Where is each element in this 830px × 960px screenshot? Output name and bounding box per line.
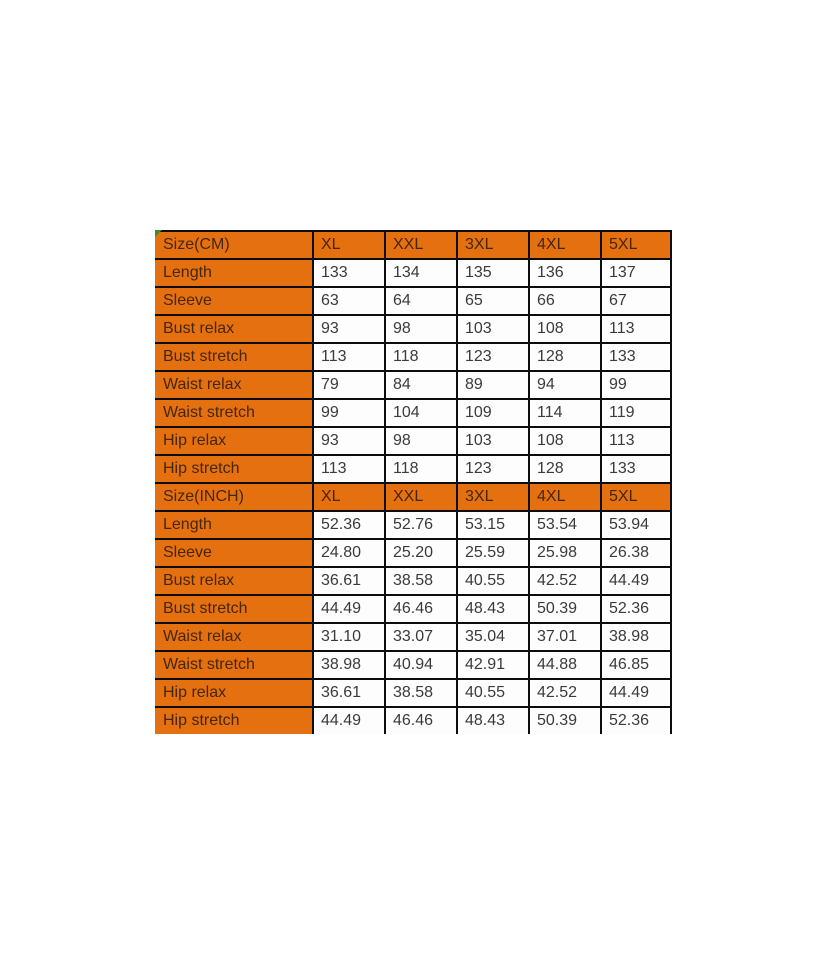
measurement-value-cell: 133 (600, 342, 672, 370)
measurement-value-cell: 66 (528, 286, 600, 314)
unit-header-cell: Size(CM) (155, 230, 312, 258)
measurement-value-cell: 38.98 (600, 622, 672, 650)
measurement-value-cell: 79 (312, 370, 384, 398)
measurement-value-cell: 52.36 (600, 706, 672, 734)
measurement-value-cell: 119 (600, 398, 672, 426)
measurement-label-cell: Bust relax (155, 566, 312, 594)
measurement-value-cell: 98 (384, 426, 456, 454)
measurement-value-cell: 44.49 (312, 594, 384, 622)
measurement-value-cell: 135 (456, 258, 528, 286)
measurement-value-cell: 94 (528, 370, 600, 398)
measurement-label-cell: Length (155, 510, 312, 538)
measurement-value-cell: 133 (312, 258, 384, 286)
measurement-label-cell: Waist stretch (155, 398, 312, 426)
measurement-value-cell: 38.98 (312, 650, 384, 678)
measurement-value-cell: 40.55 (456, 678, 528, 706)
measurement-value-cell: 25.98 (528, 538, 600, 566)
measurement-value-cell: 50.39 (528, 706, 600, 734)
measurement-label-cell: Bust stretch (155, 594, 312, 622)
measurement-value-cell: 31.10 (312, 622, 384, 650)
measurement-value-cell: 93 (312, 314, 384, 342)
measurement-value-cell: 52.76 (384, 510, 456, 538)
measurement-label-cell: Bust relax (155, 314, 312, 342)
measurement-value-cell: 53.15 (456, 510, 528, 538)
measurement-value-cell: 26.38 (600, 538, 672, 566)
measurement-value-cell: 134 (384, 258, 456, 286)
measurement-value-cell: 53.54 (528, 510, 600, 538)
measurement-value-cell: 113 (600, 314, 672, 342)
measurement-value-cell: 24.80 (312, 538, 384, 566)
size-header-cell: 4XL (528, 482, 600, 510)
unit-header-cell: Size(INCH) (155, 482, 312, 510)
measurement-label-cell: Hip stretch (155, 454, 312, 482)
measurement-label-cell: Sleeve (155, 286, 312, 314)
measurement-value-cell: 38.58 (384, 678, 456, 706)
measurement-value-cell: 118 (384, 342, 456, 370)
measurement-value-cell: 133 (600, 454, 672, 482)
measurement-value-cell: 128 (528, 342, 600, 370)
size-header-cell: 4XL (528, 230, 600, 258)
measurement-value-cell: 108 (528, 314, 600, 342)
measurement-value-cell: 25.20 (384, 538, 456, 566)
measurement-value-cell: 38.58 (384, 566, 456, 594)
measurement-value-cell: 109 (456, 398, 528, 426)
measurement-value-cell: 99 (312, 398, 384, 426)
measurement-value-cell: 64 (384, 286, 456, 314)
measurement-value-cell: 36.61 (312, 678, 384, 706)
green-corner-flag-icon (155, 230, 162, 237)
measurement-value-cell: 65 (456, 286, 528, 314)
measurement-value-cell: 114 (528, 398, 600, 426)
measurement-value-cell: 113 (312, 342, 384, 370)
measurement-value-cell: 136 (528, 258, 600, 286)
measurement-value-cell: 42.52 (528, 678, 600, 706)
size-chart-table (155, 230, 672, 734)
measurement-value-cell: 40.55 (456, 566, 528, 594)
measurement-value-cell: 103 (456, 426, 528, 454)
measurement-label-cell: Length (155, 258, 312, 286)
size-header-cell: 3XL (456, 482, 528, 510)
measurement-value-cell: 52.36 (600, 594, 672, 622)
measurement-value-cell: 36.61 (312, 566, 384, 594)
measurement-value-cell: 37.01 (528, 622, 600, 650)
measurement-value-cell: 128 (528, 454, 600, 482)
measurement-label-cell: Waist relax (155, 370, 312, 398)
measurement-value-cell: 46.85 (600, 650, 672, 678)
measurement-value-cell: 89 (456, 370, 528, 398)
size-header-cell: XXL (384, 230, 456, 258)
measurement-value-cell: 25.59 (456, 538, 528, 566)
measurement-value-cell: 108 (528, 426, 600, 454)
measurement-value-cell: 67 (600, 286, 672, 314)
measurement-value-cell: 35.04 (456, 622, 528, 650)
measurement-value-cell: 44.49 (600, 566, 672, 594)
size-header-cell: 5XL (600, 230, 672, 258)
size-header-cell: 3XL (456, 230, 528, 258)
measurement-value-cell: 48.43 (456, 706, 528, 734)
measurement-label-cell: Hip relax (155, 426, 312, 454)
measurement-value-cell: 63 (312, 286, 384, 314)
measurement-value-cell: 50.39 (528, 594, 600, 622)
size-header-cell: XL (312, 482, 384, 510)
size-header-cell: 5XL (600, 482, 672, 510)
measurement-value-cell: 137 (600, 258, 672, 286)
measurement-value-cell: 42.91 (456, 650, 528, 678)
measurement-value-cell: 44.49 (600, 678, 672, 706)
measurement-label-cell: Waist relax (155, 622, 312, 650)
measurement-value-cell: 44.49 (312, 706, 384, 734)
measurement-value-cell: 113 (600, 426, 672, 454)
measurement-value-cell: 103 (456, 314, 528, 342)
measurement-label-cell: Bust stretch (155, 342, 312, 370)
measurement-value-cell: 48.43 (456, 594, 528, 622)
measurement-value-cell: 84 (384, 370, 456, 398)
measurement-value-cell: 113 (312, 454, 384, 482)
measurement-value-cell: 123 (456, 454, 528, 482)
measurement-label-cell: Sleeve (155, 538, 312, 566)
measurement-value-cell: 33.07 (384, 622, 456, 650)
measurement-value-cell: 42.52 (528, 566, 600, 594)
measurement-value-cell: 104 (384, 398, 456, 426)
measurement-value-cell: 52.36 (312, 510, 384, 538)
measurement-value-cell: 93 (312, 426, 384, 454)
measurement-label-cell: Hip stretch (155, 706, 312, 734)
measurement-label-cell: Waist stretch (155, 650, 312, 678)
measurement-label-cell: Hip relax (155, 678, 312, 706)
size-header-cell: XL (312, 230, 384, 258)
measurement-value-cell: 46.46 (384, 706, 456, 734)
measurement-value-cell: 118 (384, 454, 456, 482)
size-header-cell: XXL (384, 482, 456, 510)
measurement-value-cell: 98 (384, 314, 456, 342)
measurement-value-cell: 44.88 (528, 650, 600, 678)
measurement-value-cell: 46.46 (384, 594, 456, 622)
measurement-value-cell: 123 (456, 342, 528, 370)
measurement-value-cell: 40.94 (384, 650, 456, 678)
measurement-value-cell: 53.94 (600, 510, 672, 538)
measurement-value-cell: 99 (600, 370, 672, 398)
